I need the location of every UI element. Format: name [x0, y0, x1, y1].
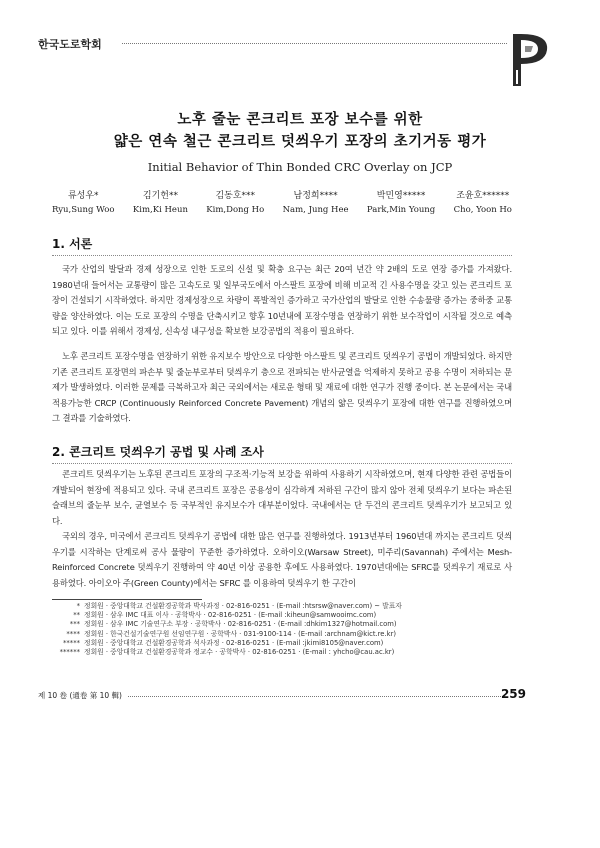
footnote-mark: ****** [59, 648, 80, 657]
section-divider [52, 463, 512, 464]
footnote-text: 정회원 · 한국건설기술연구원 선임연구원 · 공학박사 · 031-9100-114 · (E-mail :archnam@kict.re.kr) [84, 629, 397, 638]
page-number: 259 [500, 687, 526, 701]
body-paragraph: 국가 산업의 발달과 경제 성장으로 인한 도로의 신설 및 확충 요구는 최근 20여 년간 약 2배의 도로 연장 증가를 가져왔다. 1980년대 들어서는 교통량이 많은 고속도로 및 일부국도에서 아스팔트 포장에 비해 비교적 긴 사용수명을 갖고 있는 콘크리트 포장이 건설되기 시작하였다. 하지만 경제성장으로 차량이 폭발적인 증가하고 국가산업의 발달로 인한 수송물량 증가는 중하중 교통량을 양산하였다. 이는 도로 포장의 수명을 단축시키고 향후 10년내에 포장수명을 연장하기 위한 보수작업이 시작될 것으로 예측되고 있다. 이를 위해서 경제성, 신속성 내구성을 확보한 보강공법의 적용이 필요하다. [52, 264, 512, 337]
author [206, 189, 264, 217]
footnote-mark: ** [73, 611, 80, 620]
society-name: 한국도로학회 [38, 38, 102, 51]
author [283, 189, 349, 217]
section-heading-introduction: 1. 서론 [52, 237, 93, 251]
page-footer [38, 688, 548, 702]
footnote [52, 630, 512, 639]
footer-divider [128, 696, 503, 697]
author-list [52, 189, 512, 217]
author [133, 189, 188, 217]
author-name-ko: 박민영***** [376, 191, 426, 201]
society-logo-icon [507, 30, 551, 88]
title-english: Initial Behavior of Thin Bonded CRC Overlay on JCP [147, 160, 453, 174]
author-name-ko: 김동호*** [215, 191, 256, 201]
footnote-mark: **** [66, 629, 80, 638]
footnote-text: 정회원 · 삼우 IMC 기술연구소 부장 · 공학박사 · 02-816-0251 · (E-mail :dhkim1327@hotmail.com) [84, 620, 397, 629]
author-name-en: Ryu,Sung Woo [52, 205, 115, 215]
author-name-en: Nam, Jung Hee [282, 205, 349, 215]
author [367, 189, 435, 217]
author-name-ko: 조윤호****** [456, 191, 510, 201]
title-korean-line1: 노후 줄눈 콘크리트 포장 보수를 위한 [177, 112, 423, 128]
footnote-text: 정회원 · 삼우 IMC 대표 이사 · 공학박사 · 02-816-0251 · (E-mail :kiheun@samwooimc.com) [84, 611, 377, 620]
body-paragraph: 노후 콘크리트 포장수명을 연장하기 위한 유지보수 방안으로 다양한 아스팔트 및 콘크리트 덧씌우기 공법이 개발되었다. 하지만 기존 콘크리트 포장면의 파손부 및 줄눈부로부터 덧씌우기 층으로 전파되는 반사균열을 억제하지 못하고 공용 수명이 저하되는 문제가 발생하였다. 이러한 문제를 극복하고자 최근 국외에서는 새로운 형태 및 재료에 대한 연구가 진행 중이다. 본 논문에서는 국내 적용가능한 CRCP (Continuously Reinforced Concrete Pavement) 개념의 얇은 덧씌우기 포장에 대한 연구를 진행하였으며 그 결과를 기술하였다. [52, 351, 512, 424]
author-name-ko: 류성우* [67, 191, 99, 201]
author-name-en: Kim,Ki Heun [132, 205, 188, 215]
journal-issue: 제 10 卷 (通卷 第 10 輯) [38, 691, 122, 700]
author [454, 189, 512, 217]
footnote [52, 602, 512, 611]
footnote [52, 648, 512, 657]
footnote [52, 620, 512, 629]
footnote-text: 정회원 · 중앙대학교 건설환경공학과 박사과정 · 02-816-0251 · (E-mail :htsrsw@naver.com) ~ 발표자 [84, 602, 402, 610]
section-divider [52, 255, 512, 256]
footnote-mark: ***** [63, 638, 80, 647]
footnote [52, 639, 512, 648]
page-header [38, 30, 538, 58]
body-paragraph: 국외의 경우, 미국에서 콘크리트 덧씌우기 공법에 대한 많은 연구를 진행하였다. 1913년부터 1960년대 까지는 콘크리트 덧씌우기를 시작하는 단계로써 공사 물량이 꾸준한 증가하였다. 오하이오(Warsaw Street), 미주리(Savannah) 주에서는 Mesh-Reinforced Concrete 덧씌우기 진행하여 약 40년 이상 공용한 후에도 사용하였다. 1970년대에는 SFRC를 덧씌우기 재료로 사용하였다. 아이오아 주(Green County)에서는 SFRC 를 이용하여 덧씌우기 한 구간이 [52, 531, 512, 588]
header-divider [122, 43, 507, 44]
footnote-mark: *** [69, 620, 80, 629]
footnote-text: 정회원 · 중앙대학교 건설환경공학과 석사과정 · 02-816-0251 · (E-mail :jkimi8105@naver.com) [84, 638, 384, 647]
footnote-mark: * [76, 602, 80, 610]
author-name-ko: 김기헌** [142, 191, 178, 201]
footnote-divider [52, 599, 202, 600]
footnote-list [52, 602, 512, 657]
section-heading-overlay-methods: 2. 콘크리트 덧씌우기 공법 및 사례 조사 [52, 445, 264, 459]
title-korean-line2: 얇은 연속 철근 콘크리트 덧씌우기 포장의 초기거동 평가 [113, 134, 487, 150]
footnote-text: 정회원 · 중앙대학교 건설환경공학과 정교수 · 공학박사 · 02-816-0251 · (E-mail : yhcho@cau.ac.kr) [84, 648, 395, 657]
author [52, 189, 115, 217]
author-name-ko: 남정희**** [293, 191, 338, 201]
author-name-en: Park,Min Young [366, 205, 436, 215]
author-name-en: Kim,Dong Ho [206, 205, 265, 215]
author-name-en: Cho, Yoon Ho [453, 205, 512, 215]
body-paragraph: 콘크리트 덧씌우기는 노후된 콘크리트 포장의 구조적·기능적 보강을 위하여 사용하기 시작하였으며, 현재 다양한 관련 공법들이 개발되어 현장에 적용되고 있다. 국내 콘크리트 포장은 공용성이 심각하게 저하된 구간이 많지 않아 전체 덧씌우기 보다는 파손된 슬래브의 줄눈부 보수, 균열보수 등 국부적인 유지보수가 대부분이었다. 국내에서는 단 두건의 콘크리트 덧씌우기가 보고되고 있다. [52, 469, 512, 526]
